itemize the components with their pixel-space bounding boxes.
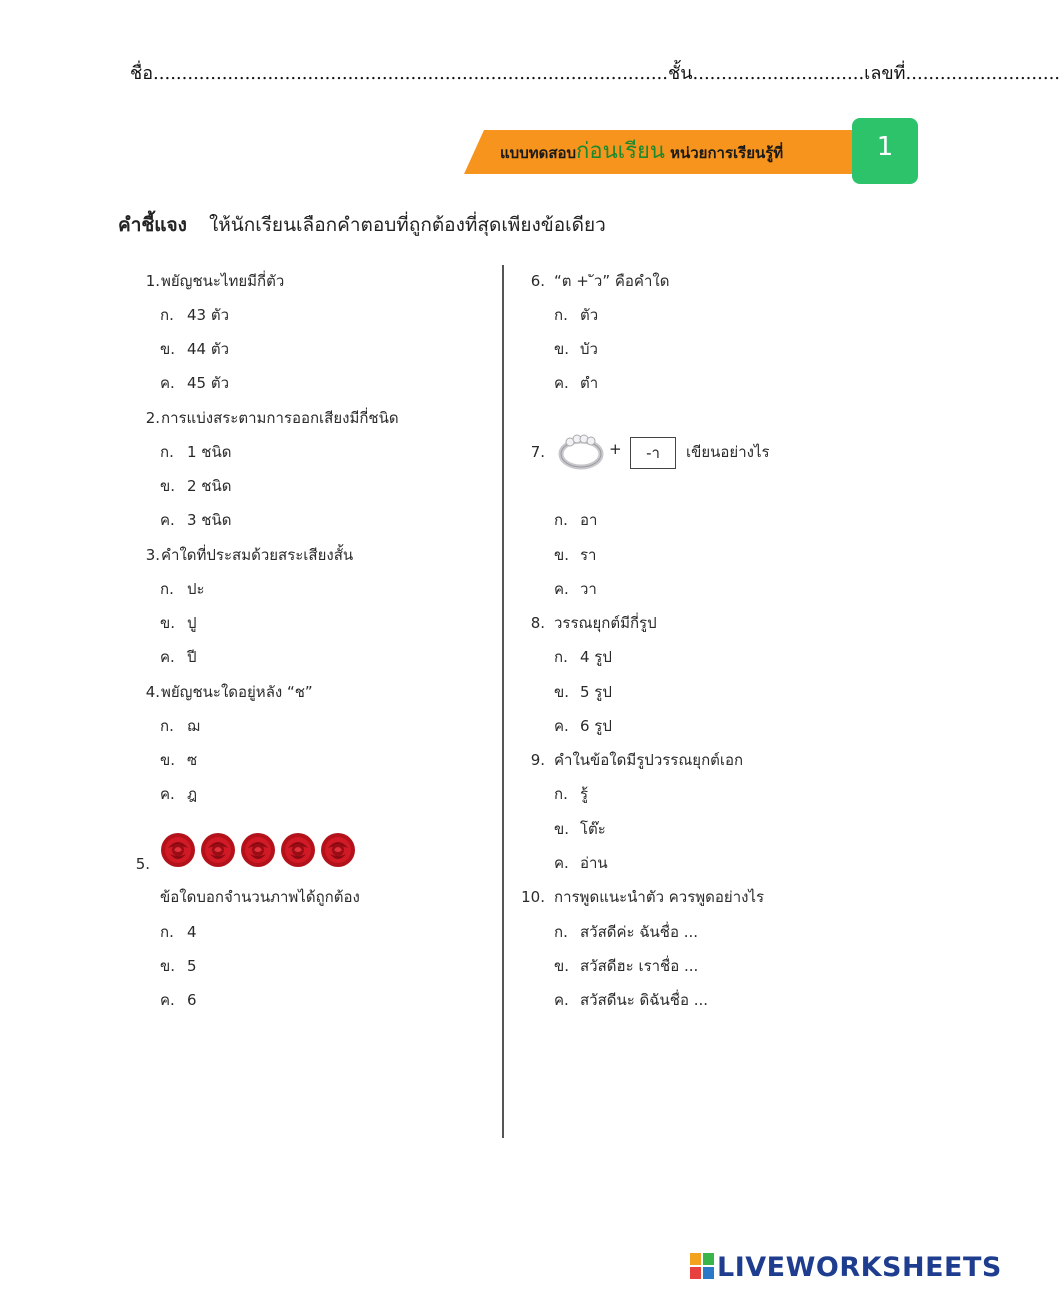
option-text: โต๊ะ [580, 820, 606, 838]
ring-image [556, 428, 606, 476]
option-text: อา [580, 511, 598, 529]
question-number: 8. [530, 614, 545, 632]
option-letter: ก. [160, 580, 174, 598]
option-letter: ก. [160, 923, 174, 941]
rose-icon [201, 833, 235, 867]
option-letter: ค. [554, 374, 569, 392]
option-text: ฌ [187, 717, 200, 735]
option-text: สวัสดีค่ะ ฉันชื่อ ... [580, 923, 699, 941]
option-text: 1 ชนิด [187, 443, 232, 461]
option-letter: ค. [160, 374, 175, 392]
question-number: 9. [530, 751, 545, 769]
liveworksheets-logo[interactable] [690, 1252, 1002, 1286]
option-text: ปี [187, 648, 197, 666]
option-letter: ก. [160, 717, 174, 735]
option-text: ตัว [580, 306, 599, 324]
question-text: ข้อใดบอกจำนวนภาพได้ถูกต้อง [160, 888, 360, 906]
option-text: 43 ตัว [187, 306, 230, 324]
option-letter: ก. [554, 923, 568, 941]
option-text: 2 ชนิด [187, 477, 232, 495]
question-number: 10. [521, 888, 545, 906]
option-letter: ก. [160, 443, 174, 461]
option-letter: ก. [554, 648, 568, 666]
option-text: รู้ [580, 785, 589, 803]
plus-sign: + [609, 440, 622, 458]
ring-icon [556, 428, 606, 472]
option-letter: ค. [554, 717, 569, 735]
rose-icon [281, 833, 315, 867]
option-text: ซ [187, 751, 198, 769]
question-text: พยัญชนะใดอยู่หลัง “ช” [161, 683, 313, 701]
class-label: ชั้น [667, 63, 693, 84]
vowel-box: -า [630, 437, 676, 469]
rose-icons [160, 830, 360, 870]
question-number: 4. [145, 683, 160, 701]
rose-icon [321, 833, 355, 867]
instructions [118, 210, 606, 240]
option-text: 4 รูป [580, 648, 612, 666]
option-text: สวัสดีฮะ เราชื่อ ... [580, 957, 699, 975]
question-text: “ต + ั​ว” คือคำใด [554, 272, 670, 290]
question-text: พยัญชนะไทยมีกี่ตัว [161, 272, 285, 290]
rose-icon [161, 833, 195, 867]
question-number: 5. [135, 855, 150, 873]
banner-highlight: ก่อนเรียน [576, 139, 665, 164]
option-text: บัว [580, 340, 598, 358]
option-letter: ข. [160, 340, 176, 358]
question-text: คำใดที่ประสมด้วยสระเสียงสั้น [161, 546, 354, 564]
option-letter: ก. [554, 511, 568, 529]
option-text: ปะ [187, 580, 205, 598]
option-text: 45 ตัว [187, 374, 230, 392]
question-text: การพูดแนะนำตัว ควรพูดอย่างไร [554, 888, 765, 906]
question-number: 3. [145, 546, 160, 564]
student-info-line [130, 58, 1060, 87]
option-letter: ค. [160, 511, 175, 529]
banner-suffix: หน่วยการเรียนรู้ที่ [670, 144, 784, 162]
option-letter: ก. [160, 306, 174, 324]
question-number: 7. [530, 443, 545, 461]
banner-prefix: แบบทดสอบ [500, 144, 577, 162]
number-blank[interactable]: ........................... [905, 63, 1060, 84]
option-text: 6 รูป [580, 717, 612, 735]
instructions-text: ให้นักเรียนเลือกคำตอบที่ถูกต้องที่สุดเพียงข้อเดียว [208, 214, 606, 236]
name-label: ชื่อ [130, 63, 154, 84]
option-text: สวัสดีนะ ดิฉันชื่อ ... [580, 991, 709, 1009]
question-number: 2. [145, 409, 160, 427]
option-text: 5 รูป [580, 683, 612, 701]
question-number: 1. [145, 272, 160, 290]
instructions-label: คำชี้แจง [118, 214, 187, 236]
option-text: 3 ชนิด [187, 511, 232, 529]
option-letter: ข. [554, 546, 570, 564]
option-text: อ่าน [580, 854, 608, 872]
question-text: เขียนอย่างไร [686, 443, 770, 461]
roses-image [160, 830, 360, 870]
option-letter: ค. [160, 648, 175, 666]
question-text: วรรณยุกต์มีกี่รูป [554, 614, 657, 632]
column-divider [502, 265, 504, 1138]
unit-number-badge: 1 [852, 118, 918, 184]
option-text: 44 ตัว [187, 340, 230, 358]
option-letter: ข. [554, 683, 570, 701]
option-letter: ข. [160, 477, 176, 495]
banner-title [500, 130, 783, 174]
class-blank[interactable]: .............................. [692, 63, 865, 84]
option-letter: ก. [554, 306, 568, 324]
logo-text: LIVEWORKSHEETS [717, 1252, 1002, 1283]
option-letter: ข. [554, 340, 570, 358]
option-text: ฎ [187, 785, 198, 803]
option-text: วา [580, 580, 597, 598]
option-letter: ข. [160, 614, 176, 632]
option-text: 4 [187, 923, 197, 941]
rose-icon [241, 833, 275, 867]
option-letter: ค. [554, 854, 569, 872]
question-text: คำในข้อใดมีรูปวรรณยุกต์เอก [554, 751, 744, 769]
option-letter: ค. [160, 991, 175, 1009]
number-label: เลขที่ [864, 63, 906, 84]
option-letter: ข. [160, 751, 176, 769]
question-text: การแบ่งสระตามการออกเสียงมีกี่ชนิด [161, 409, 399, 427]
option-text: 6 [187, 991, 197, 1009]
liveworksheets-logo-icon [690, 1253, 714, 1279]
option-text: ตำ [580, 374, 599, 392]
option-text: 5 [187, 957, 197, 975]
option-text: ปู [187, 614, 197, 632]
option-letter: ข. [160, 957, 176, 975]
question-number: 6. [530, 272, 545, 290]
option-letter: ข. [554, 957, 570, 975]
option-letter: ก. [554, 785, 568, 803]
option-letter: ค. [160, 785, 175, 803]
option-letter: ข. [554, 820, 570, 838]
name-blank[interactable]: .......................................................................................... [153, 63, 668, 84]
option-letter: ค. [554, 580, 569, 598]
option-text: รา [580, 546, 597, 564]
option-letter: ค. [554, 991, 569, 1009]
